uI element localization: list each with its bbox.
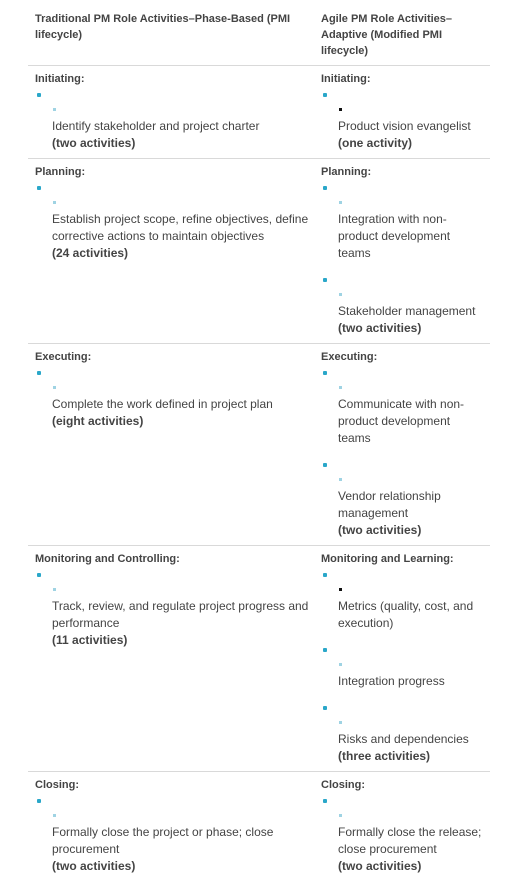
sub-bullet [52, 582, 314, 598]
sub-bullet [52, 808, 314, 824]
list-bullet [35, 364, 314, 380]
cell-traditional [28, 159, 314, 343]
activity-entry [321, 102, 486, 152]
header-cell-agile [314, 4, 490, 65]
cell-agile [314, 159, 490, 343]
cell-agile [314, 344, 490, 545]
activity-entry [321, 472, 486, 539]
sub-bullet [338, 380, 486, 396]
phase-label: Monitoring and Controlling: [35, 553, 180, 565]
activity-text: Product vision evangelist [338, 119, 471, 133]
activity-count: (two activities) [338, 859, 422, 873]
list-bullet [321, 699, 486, 715]
square-bullet-icon [53, 108, 56, 111]
sub-bullet [338, 102, 486, 118]
activity-text: Stakeholder management [338, 304, 476, 318]
activity-text: Metrics (quality, cost, and execution) [338, 599, 474, 630]
cell-traditional [28, 772, 314, 881]
activity-count: (three activities) [338, 749, 431, 763]
activity-count: (one activity) [338, 136, 413, 150]
activity-count: (two activities) [52, 136, 136, 150]
sub-bullet [52, 380, 314, 396]
activity-entry [35, 582, 314, 649]
activity-count: (two activities) [338, 523, 422, 537]
phase-label: Planning: [321, 166, 372, 178]
square-bullet-icon [339, 386, 342, 389]
cell-traditional [28, 66, 314, 158]
bullet-dot-icon [323, 278, 327, 282]
list-bullet [35, 566, 314, 582]
sub-bullet [338, 715, 486, 731]
activity-count: (24 activities) [52, 246, 129, 260]
bullet-dot-icon [323, 93, 327, 97]
phase-label: Initiating: [35, 73, 85, 85]
table-header-row [28, 4, 490, 66]
activity-text: Integration with non-product development teams [338, 212, 451, 260]
square-bullet-icon [53, 588, 56, 591]
activity-text: Communicate with non-product development teams [338, 397, 465, 445]
activity-entry [35, 808, 314, 875]
activity-entry [35, 195, 314, 262]
square-bullet-icon [339, 201, 342, 204]
bullet-dot-icon [323, 706, 327, 710]
list-bullet [35, 179, 314, 195]
sub-bullet [338, 657, 486, 673]
phase-label: Planning: [35, 166, 86, 178]
activity-entry [35, 102, 314, 152]
cell-traditional [28, 344, 314, 545]
comparison-table [28, 4, 490, 881]
activity-count: (two activities) [338, 321, 422, 335]
square-bullet-icon [53, 386, 56, 389]
table-row-executing [28, 344, 490, 546]
activity-text: Risks and dependencies [338, 732, 469, 746]
square-bullet-icon [339, 478, 342, 481]
bullet-dot-icon [323, 648, 327, 652]
activity-text: Formally close the project or phase; close procurement [52, 825, 274, 856]
activity-count: (11 activities) [52, 633, 128, 647]
activity-text: Establish project scope, refine objectives, define corrective actions to maintain objectives [52, 212, 309, 243]
activity-text: Formally close the release; close procurement [338, 825, 482, 856]
phase-label: Initiating: [321, 73, 371, 85]
phase-label: Closing: [321, 779, 365, 791]
header-agile: Agile PM Role Activities–Adaptive (Modified PMI lifecycle) [321, 13, 453, 57]
list-bullet [321, 271, 486, 287]
list-bullet [321, 364, 486, 380]
square-bullet-icon [53, 814, 56, 817]
activity-entry [321, 582, 486, 632]
activity-text: Vendor relationship management [338, 489, 441, 520]
cell-traditional [28, 546, 314, 771]
sub-bullet [338, 287, 486, 303]
list-bullet [35, 792, 314, 808]
sub-bullet [52, 102, 314, 118]
activity-text: Identify stakeholder and project charter [52, 119, 260, 133]
list-bullet [321, 456, 486, 472]
sub-bullet [338, 808, 486, 824]
bullet-dot-icon [37, 573, 41, 577]
bullet-dot-icon [323, 371, 327, 375]
bullet-dot-icon [323, 186, 327, 190]
square-bullet-icon [339, 721, 342, 724]
square-bullet-icon [339, 293, 342, 296]
activity-text: Integration progress [338, 674, 445, 688]
activity-count: (eight activities) [52, 414, 144, 428]
square-bullet-icon [53, 201, 56, 204]
list-bullet [321, 86, 486, 102]
activity-entry [321, 808, 486, 875]
sub-bullet [338, 195, 486, 211]
square-bullet-icon [339, 814, 342, 817]
activity-entry [321, 195, 486, 262]
bullet-dot-icon [37, 186, 41, 190]
list-bullet [35, 86, 314, 102]
activity-entry [321, 380, 486, 447]
bullet-dot-icon [323, 463, 327, 467]
list-bullet [321, 641, 486, 657]
activity-entry [321, 287, 486, 337]
header-cell-traditional [28, 4, 314, 65]
table-row-initiating [28, 66, 490, 159]
activity-entry [321, 657, 486, 690]
square-bullet-icon [339, 588, 342, 591]
phase-label: Closing: [35, 779, 79, 791]
phase-label: Executing: [321, 351, 378, 363]
phase-label: Monitoring and Learning: [321, 553, 454, 565]
table-row-planning [28, 159, 490, 344]
activity-entry [35, 380, 314, 430]
bullet-dot-icon [37, 371, 41, 375]
phase-label: Executing: [35, 351, 92, 363]
cell-agile [314, 546, 490, 771]
cell-agile [314, 66, 490, 158]
square-bullet-icon [339, 108, 342, 111]
square-bullet-icon [339, 663, 342, 666]
sub-bullet [338, 472, 486, 488]
bullet-dot-icon [323, 573, 327, 577]
activity-text: Complete the work defined in project plan [52, 397, 273, 411]
activity-count: (two activities) [52, 859, 136, 873]
sub-bullet [52, 195, 314, 211]
activity-entry [321, 715, 486, 765]
header-traditional: Traditional PM Role Activities–Phase-Based (PMI lifecycle) [35, 13, 291, 41]
cell-agile [314, 772, 490, 881]
list-bullet [321, 792, 486, 808]
bullet-dot-icon [37, 93, 41, 97]
sub-bullet [338, 582, 486, 598]
table-row-monitoring [28, 546, 490, 772]
list-bullet [321, 566, 486, 582]
list-bullet [321, 179, 486, 195]
activity-text: Track, review, and regulate project progress and performance [52, 599, 309, 630]
bullet-dot-icon [37, 799, 41, 803]
table-row-closing [28, 772, 490, 881]
bullet-dot-icon [323, 799, 327, 803]
